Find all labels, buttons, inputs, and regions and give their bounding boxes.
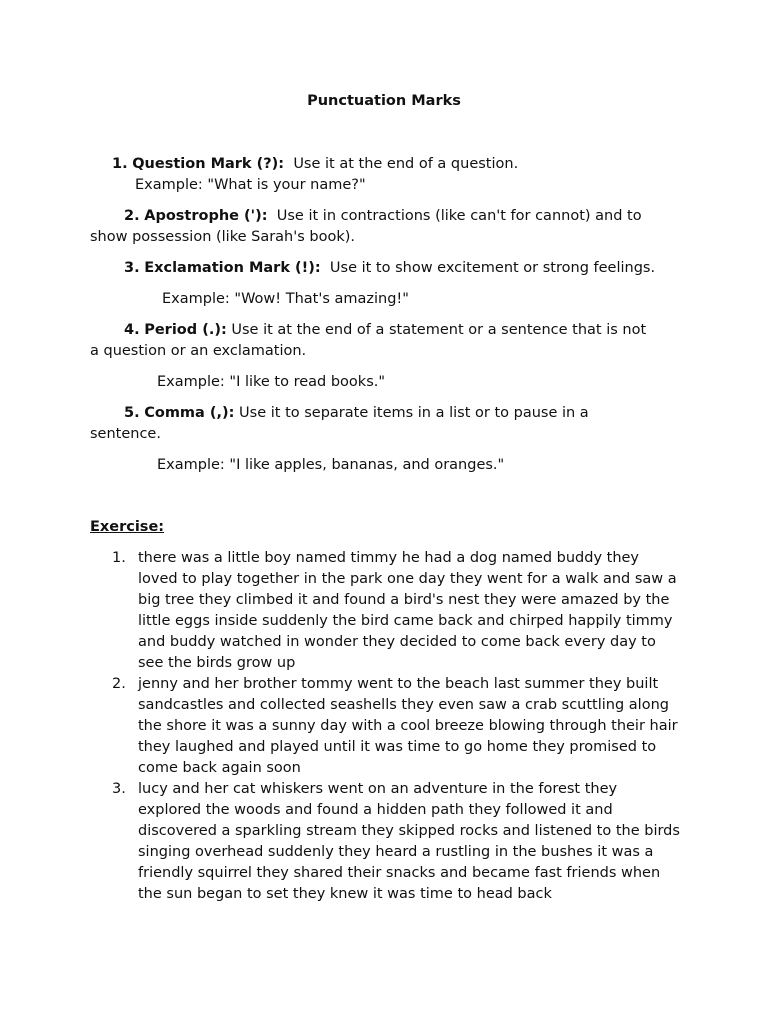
exercise-text: lucy and her cat whiskers went on an adventure in the forest they explored the woods and found a hidden path they followed it and discovered a sparkling stream they skipped rocks and listened to the birds singing overhead suddenly they heard a rustling in the bushes it was a friendly squirrel they shared their snacks and became fast friends when the sun began to set they knew it was time to head back [138, 781, 680, 902]
exercise-list [112, 548, 682, 905]
mark-number: 5. [124, 405, 140, 421]
mark-example: Example: "What is your name?" [135, 177, 366, 193]
exercise-heading: Exercise: [90, 519, 165, 535]
mark-item-question [112, 154, 518, 175]
mark-number: 3. [124, 260, 140, 276]
mark-description: Use it at the end of a question. [293, 156, 519, 172]
mark-term: Question Mark (?): [132, 156, 285, 172]
mark-description: Use it in contractions (like can't for cannot) and to [276, 208, 642, 224]
mark-term: Comma (,): [144, 405, 235, 421]
mark-description-continued: a question or an exclamation. [90, 343, 307, 359]
mark-description: Use it to show excitement or strong feelings. [329, 260, 656, 276]
mark-item-apostrophe [124, 206, 642, 227]
mark-number: 2. [124, 208, 140, 224]
mark-term: Exclamation Mark (!): [144, 260, 321, 276]
exercise-number: 3. [112, 781, 126, 797]
mark-item-exclamation [124, 258, 655, 279]
exercise-item [112, 779, 682, 905]
mark-description-continued: sentence. [90, 426, 161, 442]
mark-example: Example: "Wow! That's amazing!" [162, 291, 409, 307]
mark-example: Example: "I like apples, bananas, and oranges." [157, 457, 505, 473]
mark-description-continued: show possession (like Sarah's book). [90, 229, 356, 245]
exercise-text: there was a little boy named timmy he had a dog named buddy they loved to play together in the park one day they went for a walk and saw a big tree they climbed it and found a bird's nest they were amazed by the little eggs inside suddenly the bird came back and chirped happily timmy and buddy watched in wonder they decided to come back every day to see the birds grow up [138, 550, 677, 671]
mark-number: 4. [124, 322, 140, 338]
exercise-text: jenny and her brother tommy went to the beach last summer they built sandcastles and collected seashells they even saw a crab scuttling along the shore it was a sunny day with a cool breeze blowing through their hair they laughed and played until it was time to go home they promised to come back again soon [138, 676, 678, 776]
exercise-number: 2. [112, 676, 126, 692]
exercise-number: 1. [112, 550, 126, 566]
mark-item-comma [124, 403, 589, 424]
mark-example: Example: "I like to read books." [157, 374, 386, 390]
mark-description: Use it at the end of a statement or a sentence that is not [231, 322, 647, 338]
page-title: Punctuation Marks [307, 93, 461, 109]
exercise-item [112, 548, 682, 674]
exercise-item [112, 674, 682, 779]
mark-number: 1. [112, 156, 128, 172]
mark-term: Apostrophe ('): [144, 208, 268, 224]
mark-term: Period (.): [144, 322, 227, 338]
mark-description: Use it to separate items in a list or to pause in a [239, 405, 589, 421]
mark-item-period [124, 320, 646, 341]
